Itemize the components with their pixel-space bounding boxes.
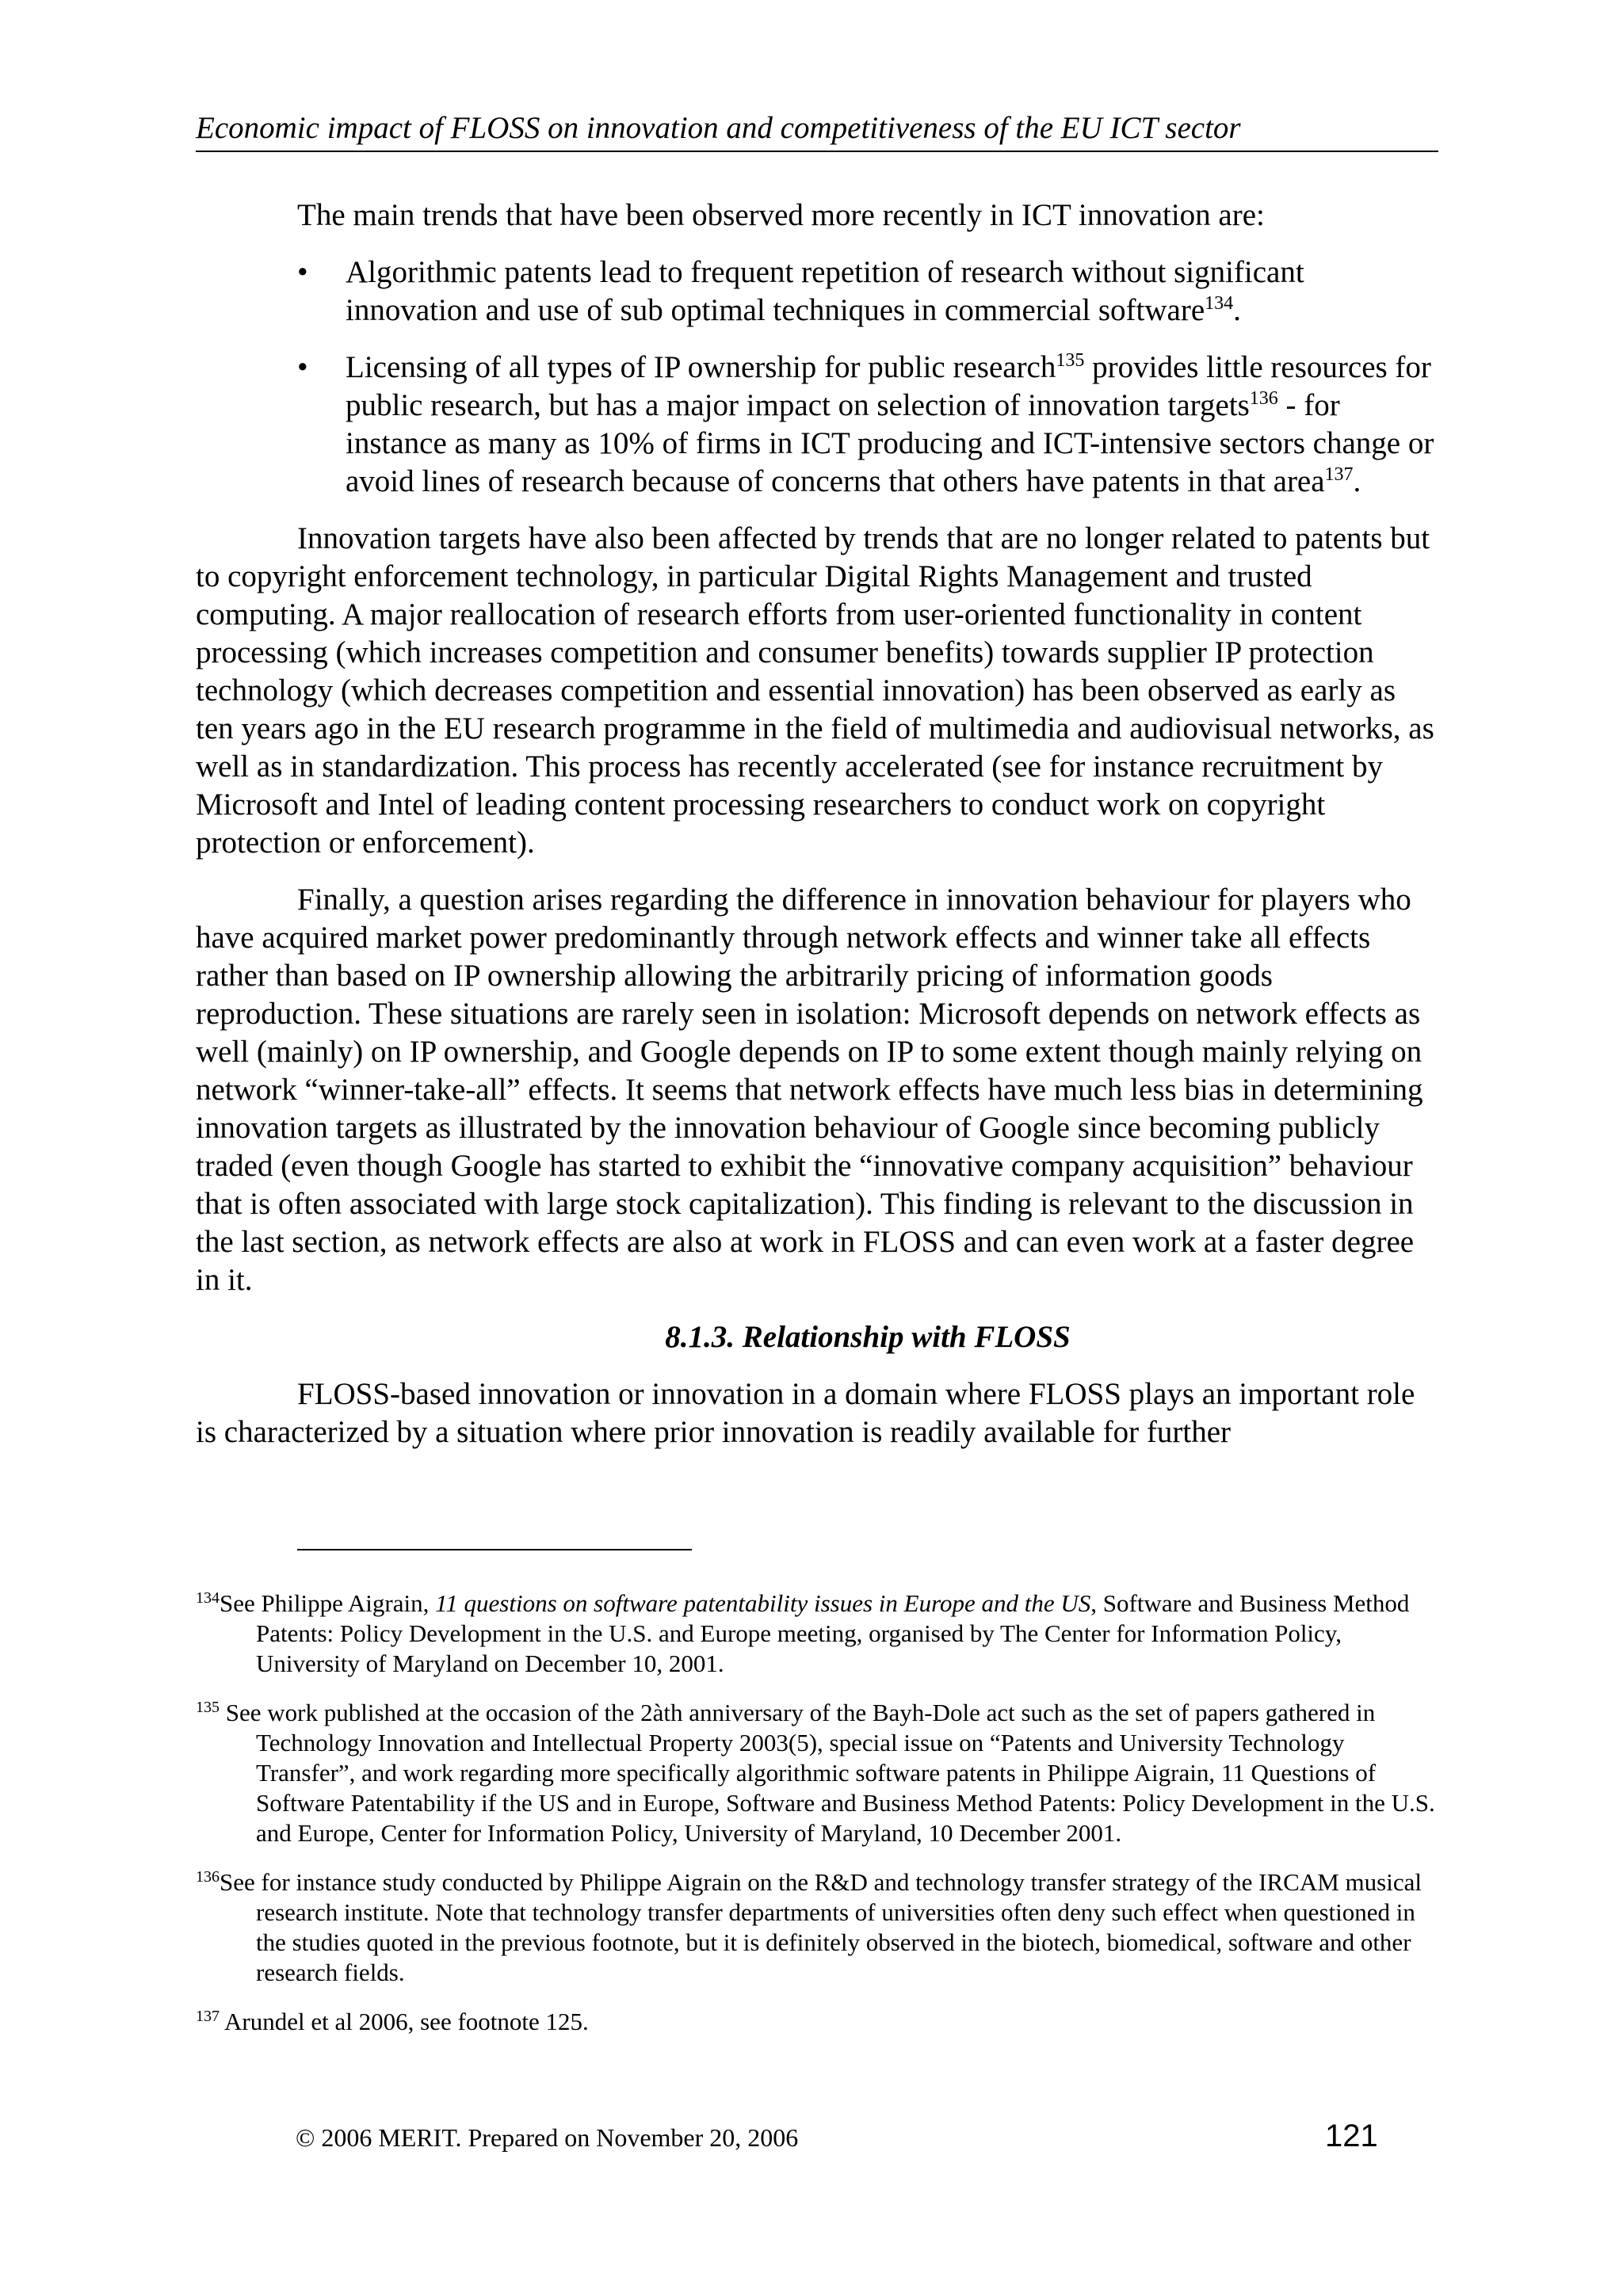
footnote-text: See for instance study conducted by Philippe Aigrain on the R&D and technology transfer strategy of the IRCAM musical research institute. Note that technology transfer departments of universities often deny such effect when questioned in the studies quoted in the previous footnote, but it is definitely observed in the biotech, biomedical, software and other research fields. [220, 1868, 1422, 1986]
bullet-icon: • [297, 350, 308, 384]
footnote-136: $^{136}$See for instance study conducted by Philippe Aigrain on the R&D and technology transfer strategy of the IRCAM musical research institute. Note that technology transfer departments of universities often deny such effect when questioned in the studies quoted in the previous footnote, but it is definitely observed in the biotech, biomedical, software and other research fields. [196, 1868, 1422, 1986]
footnote-134: $^{134}$See Philippe Aigrain, 11 questions on software patentability issues in Europe and the US, Software and Business Method Patents: Policy Development in the U.S. and Europe meeting, organised by The Center for Information Policy, University of Maryland on December 10, 2001. [196, 1589, 1410, 1677]
bullet-end: . [1233, 293, 1241, 327]
footnote-137: $^{137}$ Arundel et al 2006, see footnote 125. [196, 2008, 589, 2035]
bullet-end: . [1353, 464, 1361, 498]
footnote-135: $^{135}$ See work published at the occasion of the 2àth anniversary of the Bayh-Dole act such as the set of papers gathered in Technology Innovation and Intellectual Property 2003(5), special issue on “Patents and University Technology Transfer”, and work regarding more specifically algorithmic software patents in Philippe Aigrain, 11 Questions of Software Patentability if the US and in Europe, Software and Business Method Patents: Policy Development in the U.S. and Europe, Center for Information Policy, University of Maryland, 10 December 2001. [196, 1699, 1435, 1847]
running-header: Economic impact of FLOSS on innovation and competitiveness of the EU ICT sector [196, 109, 1438, 152]
footer-copyright: © 2006 MERIT. Prepared on November 20, 2006 [296, 2123, 799, 2152]
section-heading: 8.1.3. Relationship with FLOSS [665, 1320, 1071, 1354]
footnote-ref[interactable]: 137 [1324, 464, 1354, 485]
intro-paragraph: The main trends that have been observed more recently in ICT innovation are: [297, 198, 1265, 232]
page-number: 121 [1325, 2119, 1378, 2153]
footnote-ref[interactable]: 134 [1205, 293, 1234, 314]
footnote-title: 11 questions on software patentability issues in Europe and the US [435, 1589, 1091, 1617]
bullet-text-part: Licensing of all types of IP ownership for public research [346, 350, 1056, 384]
trend-list [196, 254, 1438, 501]
footnote-text: Arundel et al 2006, see footnote 125. [220, 2008, 589, 2035]
paragraph-floss-innovation: FLOSS-based innovation or innovation in a domain where FLOSS plays an important role is characterized by a situation where prior innovation is readily available for further [196, 1377, 1415, 1449]
main-text [196, 196, 1438, 1451]
footnote-text: , Software and Business Method Patents: Policy Development in the U.S. and Europe meeting, organised by The Center for Information Policy, University of Maryland on December 10, 2001. [256, 1589, 1410, 1677]
list-item [196, 349, 1438, 501]
paragraph-innovation-targets: Innovation targets have also been affected by trends that are no longer related to patents but to copyright enforcement technology, in particular Digital Rights Management and trusted computing. A major reallocation of research efforts from user-oriented functionality in content processing (which increases competition and consumer benefits) towards supplier IP protection technology (which decreases competition and essential innovation) has been observed as early as ten years ago in the EU research programme in the field of multimedia and audiovisual networks, as well as in standardization. This process has recently accelerated (see for instance recruitment by Microsoft and Intel of leading content processing researchers to conduct work on copyright protection or enforcement). [196, 521, 1434, 860]
footnote-text: See work published at the occasion of the 2àth anniversary of the Bayh-Dole act such as the set of papers gathered in Technology Innovation and Intellectual Property 2003(5), special issue on “Patents and University Technology Transfer”, and work regarding more specifically algorithmic software patents in Philippe Aigrain, 11 Questions of Software Patentability if the US and in Europe, Software and Business Method Patents: Policy Development in the U.S. and Europe, Center for Information Policy, University of Maryland, 10 December 2001. [220, 1699, 1435, 1847]
bullet-text-part: provides little resources for public research, but has a major impact on selection of innovation targets [346, 350, 1431, 422]
footnote-ref[interactable]: 135 [1056, 350, 1085, 371]
footnotes [196, 1589, 1438, 2056]
footnote-ref[interactable]: 136 [1249, 388, 1278, 409]
bullet-text-part: - for instance as many as 10% of firms in ICT producing and ICT-intensive sectors change or avoid lines of research because of concerns that others have patents in that area [346, 388, 1434, 498]
bullet-text: Algorithmic patents lead to frequent repetition of research without significant innovation and use of sub optimal techniques in commercial software [346, 255, 1304, 327]
paragraph-market-power: Finally, a question arises regarding the difference in innovation behaviour for players who have acquired market power predominantly through network effects and winner take all effects rather than based on IP ownership allowing the arbitrarily pricing of information goods reproduction. These situations are rarely seen in isolation: Microsoft depends on network effects as well (mainly) on IP ownership, and Google depends on IP to some extent though mainly relying on network “winner-take-all” effects. It seems that network effects have much less bias in determining innovation targets as illustrated by the innovation behaviour of Google since becoming publicly traded (even though Google has started to exhibit the “innovative company acquisition” behaviour that is often associated with large stock capitalization). This finding is relevant to the discussion in the last section, as network effects are also at work in FLOSS and can even work at a faster degree in it. [196, 883, 1423, 1297]
bullet-icon: • [297, 255, 308, 289]
footnote-text: See Philippe Aigrain, [220, 1589, 436, 1617]
footnote-separator [297, 1549, 692, 1550]
list-item [196, 254, 1438, 330]
